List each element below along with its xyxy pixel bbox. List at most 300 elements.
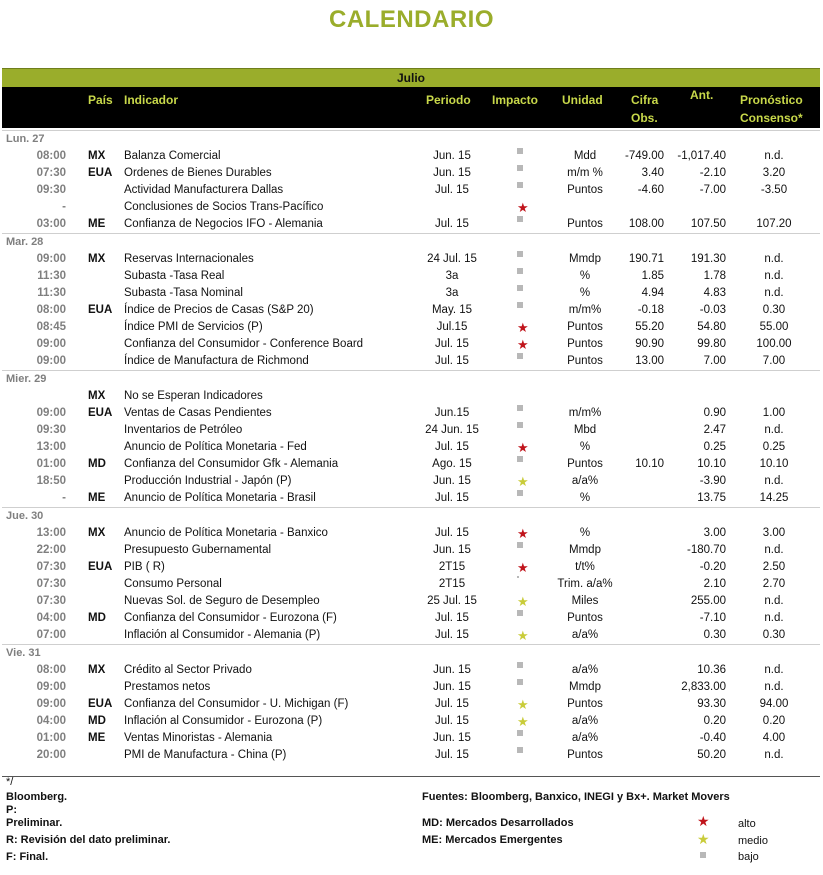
legend-low-label: bajo: [738, 851, 759, 863]
table-row: [2, 730, 820, 747]
table-row: [2, 473, 820, 490]
footnote-final: F: Final.: [6, 851, 49, 863]
impact-low-square-icon: [517, 490, 523, 496]
cell-time: 20:00: [36, 749, 66, 761]
cell-indicator: Confianza del Consumidor - Eurozona (F): [124, 612, 337, 624]
table-row: [2, 456, 820, 473]
cell-ant: 3.00: [703, 527, 726, 539]
cell-unit: t/t%: [575, 561, 595, 573]
cell-indicator: Inventarios de Petróleo: [124, 424, 243, 436]
footer-md: MD: Mercados Desarrollados: [422, 817, 574, 829]
cell-ant: 93.30: [697, 698, 726, 710]
cell-time: 07:30: [36, 167, 66, 179]
cell-indicator: Confianza del Consumidor - Conference Board: [124, 338, 364, 350]
cell-indicator: Actividad Manufacturera Dallas: [124, 184, 284, 196]
cell-ant: 13.75: [697, 492, 726, 504]
cell-unit: Puntos: [567, 458, 603, 470]
cell-cifra: -0.18: [637, 304, 664, 316]
impact-dot-icon: [517, 576, 519, 578]
cell-period: Jul. 15: [435, 629, 469, 641]
table-row: [2, 679, 820, 696]
cell-time: 11:30: [37, 270, 66, 282]
footnote-revision: R: Revisión del dato preliminar.: [6, 834, 171, 846]
cell-ant: 255.00: [690, 595, 726, 607]
cell-pron: 94.00: [759, 698, 789, 710]
cell-period: Jul. 15: [435, 612, 469, 624]
footer-divider: [2, 776, 820, 777]
cell-indicator: Índice PMI de Servicios (P): [124, 321, 263, 333]
cell-time: 11:30: [37, 287, 66, 299]
impact-medium-star-icon: ★: [517, 594, 529, 609]
cell-unit: a/a%: [571, 732, 599, 744]
cell-unit: Puntos: [567, 612, 603, 624]
table-row: [2, 182, 820, 199]
impact-low-square-icon: [517, 405, 523, 411]
cell-pron: 4.00: [762, 732, 786, 744]
table-row: [2, 199, 820, 216]
cell-pron: 3.20: [762, 167, 786, 179]
cell-indicator: Consumo Personal: [124, 578, 222, 590]
header-pais: País: [88, 93, 113, 107]
cell-unit: %: [579, 270, 591, 282]
header-periodo: Periodo: [426, 93, 471, 107]
cell-time: 07:30: [36, 561, 66, 573]
impact-high-star-icon: ★: [517, 526, 529, 541]
cell-pron: -3.50: [760, 184, 788, 196]
cell-pron: 3.00: [762, 527, 786, 539]
cell-period: Jun. 15: [433, 167, 471, 179]
cell-indicator: Subasta -Tasa Real: [124, 270, 225, 282]
cell-period: 2T15: [438, 578, 466, 590]
cell-cifra: 4.94: [641, 287, 664, 299]
cell-ant: 107.50: [690, 218, 726, 230]
cell-time: 07:00: [36, 629, 66, 641]
cell-country: ME: [88, 218, 106, 230]
cell-pron: n.d.: [764, 544, 784, 556]
impact-medium-star-icon: ★: [517, 474, 529, 489]
impact-high-star-icon: ★: [517, 440, 529, 455]
table-row: [2, 302, 820, 319]
cell-time: 09:00: [36, 698, 66, 710]
cell-period: Jul. 15: [435, 355, 469, 367]
cell-time: 07:30: [36, 578, 66, 590]
cell-time: 09:30: [36, 424, 66, 436]
impact-high-star-icon: ★: [517, 320, 529, 335]
cell-unit: Puntos: [567, 184, 603, 196]
table-row: [2, 251, 820, 268]
cell-unit: m/m%: [568, 407, 602, 419]
cell-pron: n.d.: [764, 253, 784, 265]
cell-unit: %: [579, 527, 591, 539]
cell-time: 04:00: [36, 715, 66, 727]
table-row: [2, 422, 820, 439]
cell-time: 09:00: [36, 355, 66, 367]
impact-medium-star-icon: ★: [517, 697, 529, 712]
cell-unit: m/m%: [568, 304, 602, 316]
day-header: Vie. 31: [2, 644, 820, 662]
cell-pron: 10.10: [759, 458, 789, 470]
cell-country: MD: [88, 715, 106, 727]
cell-country: MX: [88, 150, 106, 162]
table-row: [2, 490, 820, 507]
cell-unit: a/a%: [571, 629, 599, 641]
impact-low-square-icon: [517, 422, 523, 428]
impact-low-square-icon: [517, 679, 523, 685]
table-row: [2, 662, 820, 679]
table-row: [2, 542, 820, 559]
cell-cifra: 190.71: [628, 253, 664, 265]
cell-time: 18:50: [36, 475, 66, 487]
cell-cifra: 1.85: [641, 270, 664, 282]
table-row: [2, 405, 820, 422]
cell-period: Jun. 15: [433, 664, 471, 676]
cell-period: 24 Jul. 15: [427, 253, 477, 265]
table-header: [2, 87, 820, 128]
cell-country: MX: [88, 390, 106, 402]
cell-period: Jul.15: [436, 321, 468, 333]
cell-country: ME: [88, 492, 106, 504]
cell-ant: -3.90: [699, 475, 726, 487]
legend-medium-label: medio: [738, 835, 768, 847]
cell-cifra: -749.00: [624, 150, 664, 162]
impact-low-square-icon: [517, 662, 523, 668]
cell-country: MX: [88, 664, 106, 676]
footnote-asterisk: */: [6, 776, 14, 788]
day-header: Jue. 30: [2, 507, 820, 525]
impact-high-star-icon: ★: [517, 200, 529, 215]
cell-pron: 0.30: [762, 629, 786, 641]
cell-unit: Puntos: [567, 749, 603, 761]
header-indicador: Indicador: [124, 93, 179, 107]
table-row: [2, 627, 820, 644]
cell-ant: 10.10: [697, 458, 726, 470]
cell-ant: 191.30: [690, 253, 726, 265]
impact-high-star-icon: ★: [517, 560, 529, 575]
header-impacto: Impacto: [492, 93, 539, 107]
cell-time: 13:00: [36, 527, 66, 539]
month-bar: Julio: [2, 68, 820, 88]
cell-ant: -0.20: [699, 561, 726, 573]
cell-pron: 100.00: [756, 338, 792, 350]
cell-indicator: Inflación al Consumidor - Alemania (P): [124, 629, 321, 641]
cell-ant: 0.90: [703, 407, 726, 419]
legend-high-star-icon: ★: [697, 813, 710, 829]
cell-period: Jul. 15: [435, 715, 469, 727]
cell-pron: n.d.: [764, 681, 784, 693]
cell-period: Jun. 15: [433, 544, 471, 556]
table-row: [2, 165, 820, 182]
cell-pron: 107.20: [756, 218, 792, 230]
cell-indicator: Balanza Comercial: [124, 150, 221, 162]
cell-pron: 2.50: [762, 561, 786, 573]
cell-pron: n.d.: [764, 749, 784, 761]
cell-indicator: Ordenes de Bienes Durables: [124, 167, 272, 179]
header-consenso: Consenso*: [740, 111, 803, 125]
cell-time: 09:00: [36, 338, 66, 350]
cell-country: EUA: [88, 407, 113, 419]
cell-indicator: Anuncio de Política Monetaria - Banxico: [124, 527, 328, 539]
cell-indicator: Confianza del Consumidor Gfk - Alemania: [124, 458, 339, 470]
cell-time: 09:00: [36, 681, 66, 693]
cell-pron: 14.25: [759, 492, 789, 504]
cell-unit: %: [579, 441, 591, 453]
cell-pron: n.d.: [764, 475, 784, 487]
cell-unit: Mbd: [573, 424, 597, 436]
cell-period: Jun. 15: [433, 475, 471, 487]
cell-ant: 0.25: [703, 441, 726, 453]
cell-ant: -0.40: [699, 732, 726, 744]
impact-low-square-icon: [517, 285, 523, 291]
legend-high-label: alto: [738, 818, 756, 830]
cell-unit: Mmdp: [569, 544, 601, 556]
impact-low-square-icon: [517, 182, 523, 188]
cell-country: EUA: [88, 304, 113, 316]
cell-pron: 7.00: [762, 355, 786, 367]
footer-sources: Fuentes: Bloomberg, Banxico, INEGI y Bx+. Market Movers: [422, 791, 730, 803]
day-header: Lun. 27: [2, 130, 820, 148]
cell-period: 2T15: [438, 561, 466, 573]
cell-period: Jun. 15: [433, 732, 471, 744]
cell-pron: n.d.: [764, 424, 784, 436]
cell-unit: a/a%: [571, 475, 599, 487]
cell-indicator: Índice de Manufactura de Richmond: [124, 355, 309, 367]
impact-low-square-icon: [517, 268, 523, 274]
cell-unit: Mmdp: [569, 253, 601, 265]
impact-low-square-icon: [517, 730, 523, 736]
calendar-table: [2, 130, 820, 764]
cell-indicator: Presupuesto Gubernamental: [124, 544, 272, 556]
cell-indicator: Inflación al Consumidor - Eurozona (P): [124, 715, 323, 727]
legend-medium-star-icon: ★: [697, 831, 710, 847]
cell-cifra: 10.10: [635, 458, 664, 470]
cell-cifra: 90.90: [635, 338, 664, 350]
table-row: [2, 593, 820, 610]
table-row: [2, 439, 820, 456]
impact-low-square-icon: [517, 165, 523, 171]
table-row: [2, 216, 820, 233]
cell-time: 09:30: [36, 184, 66, 196]
cell-ant: 0.30: [703, 629, 726, 641]
cell-indicator: Crédito al Sector Privado: [124, 664, 252, 676]
cell-unit: Puntos: [567, 338, 603, 350]
cell-indicator: Conclusiones de Socios Trans-Pacífico: [124, 201, 324, 213]
table-row: [2, 696, 820, 713]
cell-pron: n.d.: [764, 595, 784, 607]
impact-low-square-icon: [517, 353, 523, 359]
cell-indicator: Nuevas Sol. de Seguro de Desempleo: [124, 595, 320, 607]
cell-pron: n.d.: [764, 150, 784, 162]
day-header: Mier. 29: [2, 370, 820, 388]
cell-indicator: Índice de Precios de Casas (S&P 20): [124, 304, 314, 316]
table-row: [2, 713, 820, 730]
cell-country: MD: [88, 612, 106, 624]
cell-time: 08:00: [36, 664, 66, 676]
cell-period: 3a: [445, 270, 459, 282]
footnote-p: P:: [6, 804, 17, 816]
cell-time: 13:00: [36, 441, 66, 453]
cell-indicator: Subasta -Tasa Nominal: [124, 287, 243, 299]
cell-indicator: Prestamos netos: [124, 681, 211, 693]
table-row: [2, 576, 820, 593]
cell-time: 22:00: [36, 544, 66, 556]
header-unidad: Unidad: [562, 93, 603, 107]
cell-period: Jun. 15: [433, 681, 471, 693]
cell-time: 09:00: [36, 407, 66, 419]
cell-period: Jul. 15: [435, 338, 469, 350]
cell-period: Jul. 15: [435, 698, 469, 710]
cell-indicator: Ventas Minoristas - Alemania: [124, 732, 273, 744]
cell-ant: -7.10: [699, 612, 726, 624]
table-row: [2, 336, 820, 353]
cell-period: Jul. 15: [435, 527, 469, 539]
cell-ant: 2.10: [703, 578, 726, 590]
cell-unit: Mdd: [573, 150, 597, 162]
cell-indicator: Reservas Internacionales: [124, 253, 254, 265]
page-title: CALENDARIO: [329, 6, 494, 33]
impact-low-square-icon: [517, 216, 523, 222]
cell-cifra: 55.20: [635, 321, 664, 333]
cell-country: EUA: [88, 561, 113, 573]
cell-country: MD: [88, 458, 106, 470]
header-cifra: Cifra: [631, 93, 659, 107]
impact-low-square-icon: [517, 610, 523, 616]
cell-pron: n.d.: [764, 612, 784, 624]
cell-period: 3a: [445, 287, 459, 299]
table-row: [2, 559, 820, 576]
cell-time: 01:00: [36, 458, 66, 470]
cell-time: 03:00: [36, 218, 66, 230]
cell-ant: 10.36: [697, 664, 726, 676]
cell-indicator: PMI de Manufactura - China (P): [124, 749, 287, 761]
impact-low-square-icon: [517, 148, 523, 154]
cell-time: 09:00: [36, 253, 66, 265]
cell-unit: Mmdp: [569, 681, 601, 693]
cell-indicator: Producción Industrial - Japón (P): [124, 475, 292, 487]
footer-me: ME: Mercados Emergentes: [422, 834, 563, 846]
footnote-bloomberg: Bloomberg.: [6, 791, 68, 803]
cell-period: Jul. 15: [435, 749, 469, 761]
cell-time: 01:00: [36, 732, 66, 744]
cell-period: Ago. 15: [432, 458, 472, 470]
cell-unit: a/a%: [571, 715, 599, 727]
cell-period: 24 Jun. 15: [425, 424, 479, 436]
cell-ant: -1,017.40: [677, 150, 726, 162]
cell-time: 07:30: [36, 595, 66, 607]
cell-indicator: Ventas de Casas Pendientes: [124, 407, 272, 419]
cell-cifra: 3.40: [641, 167, 664, 179]
cell-pron: n.d.: [764, 270, 784, 282]
cell-time: -: [62, 201, 66, 213]
impact-low-square-icon: [517, 542, 523, 548]
cell-time: 08:45: [36, 321, 66, 333]
cell-ant: 1.78: [703, 270, 726, 282]
table-row: [2, 148, 820, 165]
table-row: [2, 610, 820, 627]
cell-country: MX: [88, 253, 106, 265]
cell-indicator: PIB ( R): [124, 561, 165, 573]
cell-country: EUA: [88, 167, 113, 179]
header-obs: Obs.: [631, 111, 658, 125]
cell-cifra: -4.60: [637, 184, 664, 196]
cell-period: Jun. 15: [433, 150, 471, 162]
table-row: [2, 285, 820, 302]
cell-unit: %: [579, 492, 591, 504]
cell-pron: 0.20: [762, 715, 786, 727]
cell-ant: -2.10: [699, 167, 726, 179]
cell-pron: n.d.: [764, 664, 784, 676]
cell-unit: Miles: [571, 595, 599, 607]
cell-pron: n.d.: [764, 287, 784, 299]
cell-cifra: 13.00: [635, 355, 664, 367]
cell-time: 08:00: [36, 304, 66, 316]
legend-low-square-icon: [700, 852, 706, 858]
cell-pron: 0.25: [762, 441, 786, 453]
cell-indicator: Anuncio de Política Monetaria - Brasil: [124, 492, 316, 504]
cell-unit: Puntos: [567, 698, 603, 710]
cell-pron: 55.00: [759, 321, 789, 333]
cell-indicator: No se Esperan Indicadores: [124, 390, 263, 402]
cell-country: ME: [88, 732, 106, 744]
header-ant: Ant.: [690, 88, 714, 102]
impact-medium-star-icon: ★: [517, 714, 529, 729]
cell-ant: 50.20: [697, 749, 726, 761]
cell-unit: a/a%: [571, 664, 599, 676]
cell-time: -: [62, 492, 66, 504]
table-row: [2, 525, 820, 542]
impact-low-square-icon: [517, 456, 523, 462]
cell-country: MX: [88, 527, 106, 539]
table-row: [2, 353, 820, 370]
cell-ant: -7.00: [699, 184, 726, 196]
cell-period: Jul. 15: [435, 218, 469, 230]
cell-indicator: Confianza del Consumidor - U. Michigan (F): [124, 698, 349, 710]
cell-ant: 2,833.00: [681, 681, 726, 693]
footnote-preliminar: Preliminar.: [6, 817, 63, 829]
cell-period: Jun.15: [434, 407, 470, 419]
cell-unit: m/m %: [567, 167, 603, 179]
impact-low-square-icon: [517, 302, 523, 308]
cell-period: May. 15: [431, 304, 473, 316]
cell-ant: 0.20: [703, 715, 726, 727]
cell-ant: 4.83: [703, 287, 726, 299]
cell-unit: Puntos: [567, 218, 603, 230]
table-row: [2, 319, 820, 336]
cell-ant: 99.80: [697, 338, 726, 350]
day-header: Mar. 28: [2, 233, 820, 251]
table-row: [2, 747, 820, 764]
cell-period: Jul. 15: [435, 184, 469, 196]
cell-period: Jul. 15: [435, 492, 469, 504]
cell-ant: 54.80: [697, 321, 726, 333]
impact-low-square-icon: [517, 747, 523, 753]
cell-time: 08:00: [36, 150, 66, 162]
cell-unit: %: [579, 287, 591, 299]
impact-medium-star-icon: ★: [517, 628, 529, 643]
cell-ant: -180.70: [686, 544, 726, 556]
cell-country: EUA: [88, 698, 113, 710]
cell-pron: 1.00: [762, 407, 786, 419]
cell-unit: Puntos: [567, 355, 603, 367]
cell-unit: Puntos: [567, 321, 603, 333]
cell-unit: Trim. a/a%: [557, 578, 613, 590]
cell-pron: 2.70: [762, 578, 786, 590]
cell-ant: 2.47: [703, 424, 726, 436]
header-pronostico: Pronóstico: [740, 93, 803, 107]
cell-cifra: 108.00: [628, 218, 664, 230]
cell-period: Jul. 15: [435, 441, 469, 453]
table-row: [2, 268, 820, 285]
cell-ant: -0.03: [699, 304, 726, 316]
